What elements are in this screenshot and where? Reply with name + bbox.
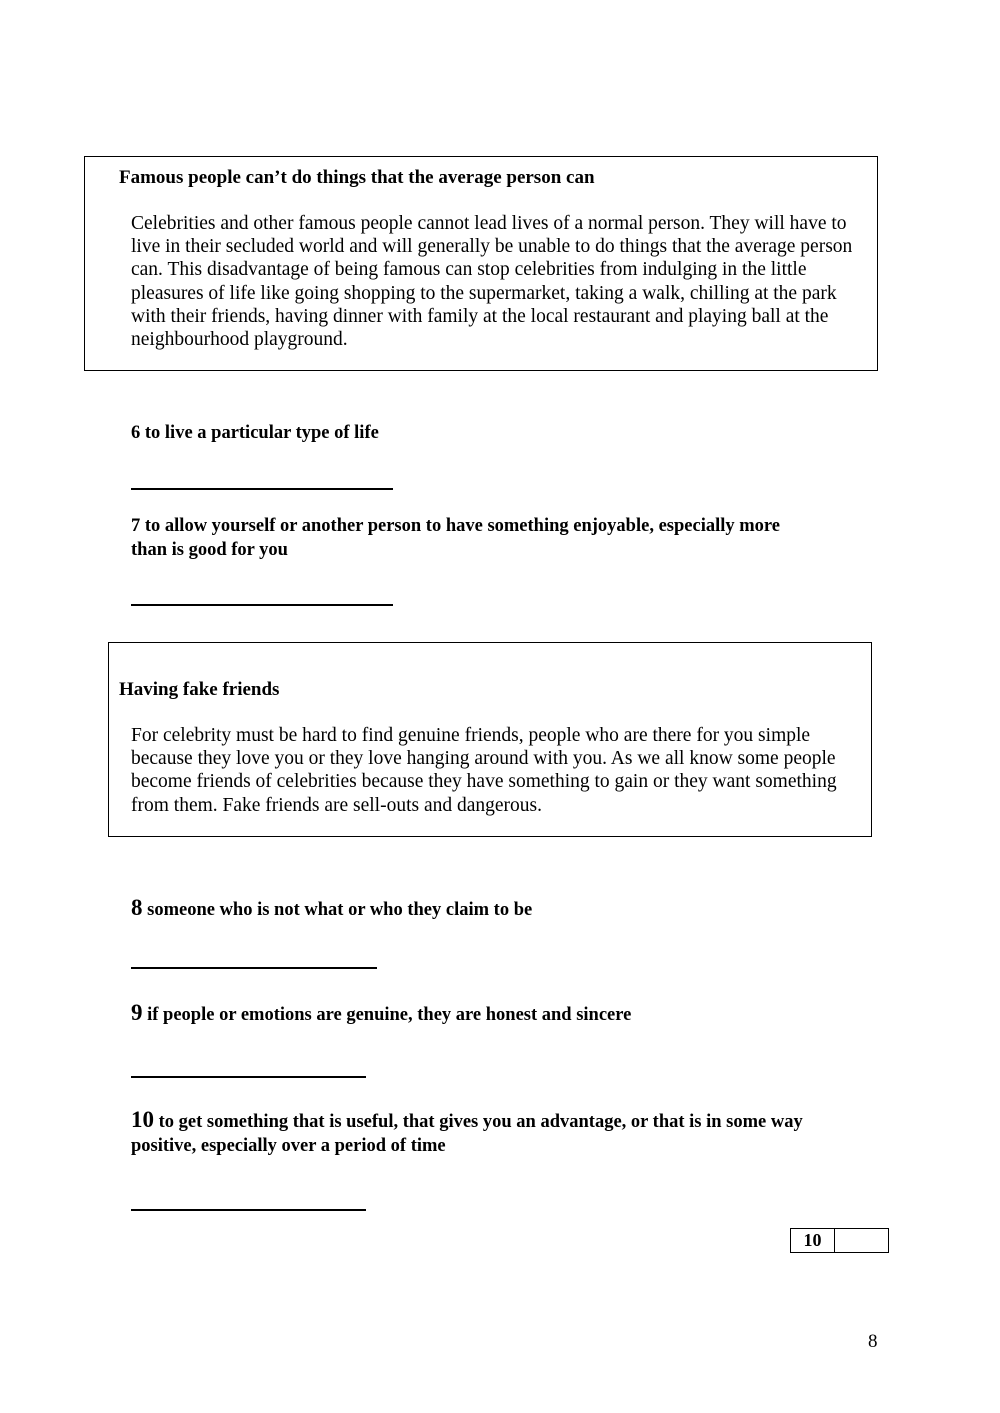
page-number: 8: [868, 1331, 878, 1352]
question-9-text: if people or emotions are genuine, they are honest and sincere: [142, 1005, 632, 1025]
question-10-text: to get something that is useful, that gives you an advantage, or that is in some way: [154, 1112, 803, 1132]
answer-line-8[interactable]: [131, 967, 377, 969]
passage-1-body: [131, 212, 891, 351]
passage-1-line: can. This disadvantage of being famous can stop celebrities from indulging in the little: [131, 259, 807, 281]
answer-line-10[interactable]: [131, 1209, 366, 1211]
question-8-text: someone who is not what or who they claim to be: [142, 900, 533, 920]
passage-1-line: Celebrities and other famous people cannot lead lives of a normal person. They will have to: [131, 213, 847, 234]
passage-2-title: Having fake friends: [119, 679, 280, 700]
passage-2-line: For celebrity must be hard to find genuine friends, people who are there for you simple: [131, 725, 811, 746]
question-9-number: 9: [131, 1000, 143, 1025]
answer-line-7[interactable]: [131, 604, 393, 606]
passage-1-line: neighbourhood playground.: [131, 329, 348, 351]
passage-2-line: because they love you or they love hanging around with you. As we all know some people: [131, 748, 836, 770]
question-8: [131, 896, 532, 923]
passage-1-title: Famous people can’t do things that the average person can: [119, 167, 595, 188]
question-10-line: [131, 1108, 803, 1135]
score-box: [790, 1228, 889, 1253]
question-6: 6 to live a particular type of life: [131, 423, 379, 443]
answer-line-9[interactable]: [131, 1076, 366, 1078]
score-total-label: 10: [791, 1229, 835, 1252]
passage-1-line: pleasures of life like going shopping to the supermarket, taking a walk, chilling at the park: [131, 282, 837, 304]
passage-1-line: with their friends, having dinner with family at the local restaurant and playing ball at the: [131, 305, 829, 327]
question-7-line: than is good for you: [131, 539, 288, 560]
question-10-line: positive, especially over a period of time: [131, 1135, 446, 1156]
question-8-number: 8: [131, 895, 143, 920]
question-7-line: 7 to allow yourself or another person to have something enjoyable, especially more: [131, 516, 780, 536]
answer-line-6[interactable]: [131, 488, 393, 490]
question-9: [131, 1001, 631, 1028]
passage-2-line: become friends of celebrities because they have something to gain or they want something: [131, 771, 837, 793]
passage-1-line: live in their secluded world and will generally be unable to do things that the average person: [131, 236, 853, 258]
passage-2-body: [131, 724, 871, 817]
question-7: [131, 515, 780, 562]
score-input-cell[interactable]: [835, 1229, 888, 1252]
passage-2-line: from them. Fake friends are sell-outs and dangerous.: [131, 794, 543, 816]
question-10-number: 10: [131, 1107, 154, 1132]
question-10: [131, 1108, 803, 1158]
